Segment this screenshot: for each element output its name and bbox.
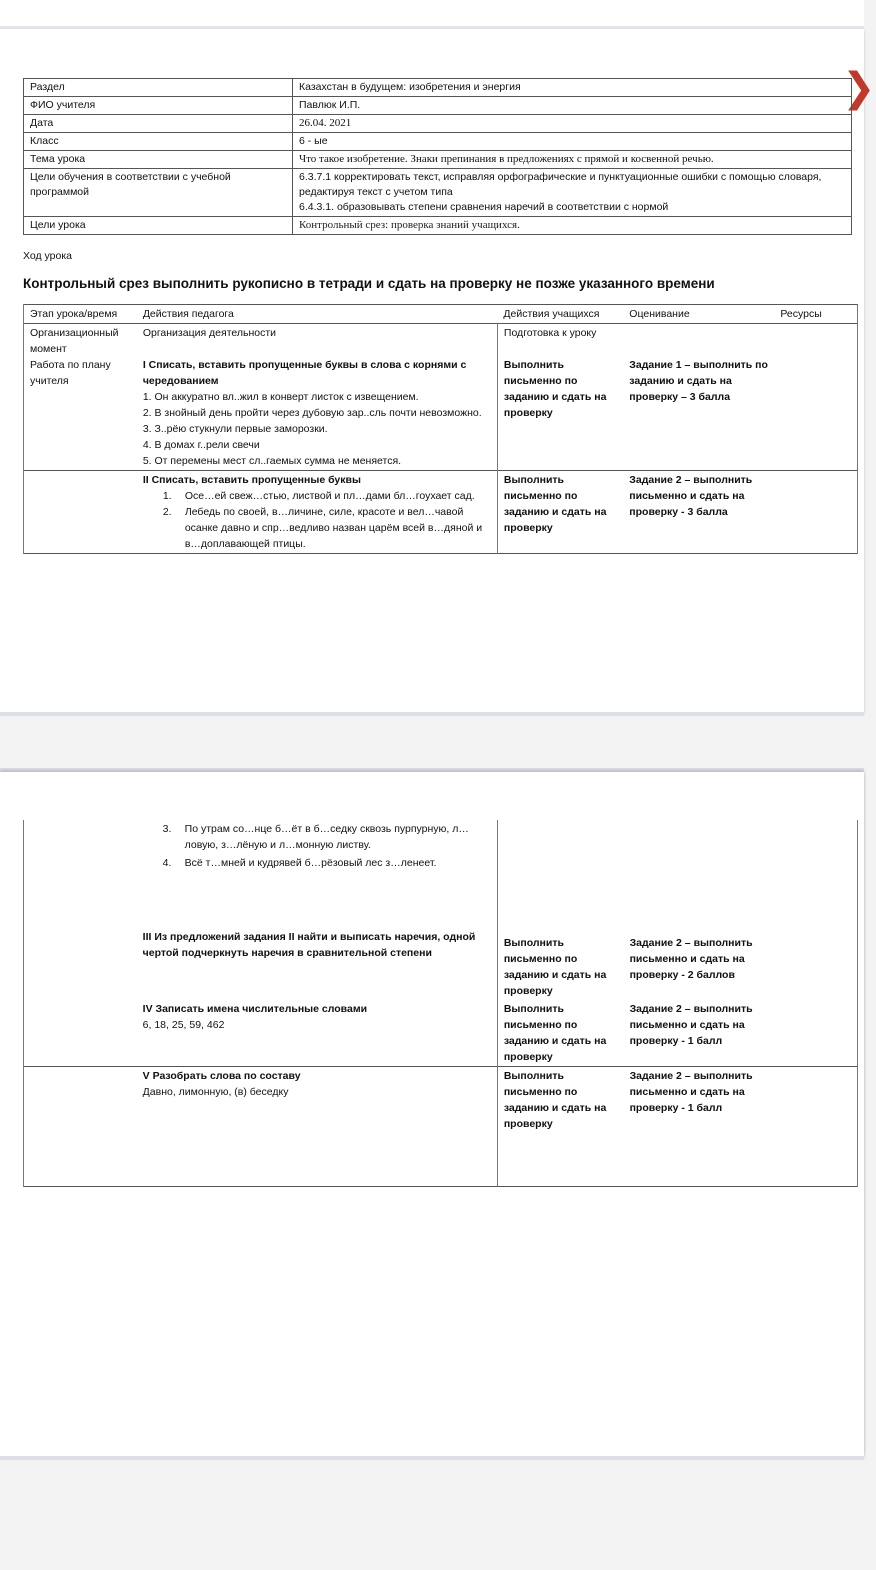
objective-line: 6.4.3.1. образовывать степени сравнения наречий в соответствии с нормой [299, 201, 669, 213]
students-text: Выполнить письменно по заданию и сдать на проверку [503, 1003, 607, 1063]
task-item: Всё т…мней и кудрявей б…рёзовый лес з…ленеет. [184, 857, 437, 869]
item-number: 1. [162, 490, 172, 502]
task-heading: III Из предложений задания II найти и выписать наречия, одной чертой подчеркнуть наречия в сравнительной степени [142, 931, 476, 959]
teacher-cell [137, 324, 498, 471]
assessment-text: Задание 1 – выполнить по заданию и сдать на проверку – 3 балла [629, 359, 768, 403]
column-header: Действия учащихся [503, 308, 600, 320]
stage-text: Организационный момент [30, 327, 119, 355]
info-label: Класс [24, 133, 293, 151]
resources-cell [774, 820, 857, 1000]
lesson-table-continued [23, 820, 858, 1187]
task-item: Лебедь по своей, в…личине, силе, красоте и вел…чавой осанке давно и спр…ведливо назван царём всей в…дяной и в…доплавающей птицы. [184, 506, 483, 550]
lesson-info-table [23, 78, 852, 235]
assessment-cell [624, 1000, 775, 1067]
viewer-top-bar [0, 0, 864, 29]
column-header: Этап урока/время [24, 305, 137, 324]
column-header: Ресурсы [774, 305, 857, 324]
task-item: 3. З..рёю стукнули первые заморозки. [142, 423, 328, 435]
info-label: Цели урока [24, 217, 293, 235]
resources-cell [774, 1000, 857, 1067]
chevron-right-icon[interactable]: ❯ [842, 66, 876, 110]
item-number: 3. [162, 823, 172, 835]
stage-cell [24, 1000, 137, 1067]
students-cell [497, 324, 623, 471]
resources-cell [774, 471, 857, 554]
info-label: ФИО учителя [24, 97, 293, 115]
resources-cell [774, 324, 857, 471]
assessment-cell [623, 324, 774, 471]
info-label: Цели обучения в соответствии с учебной программой [24, 169, 293, 217]
stage-cell [24, 471, 137, 554]
lesson-table [23, 304, 858, 554]
info-value [293, 169, 852, 217]
stage-cell [24, 324, 137, 471]
students-cell [497, 820, 623, 1000]
info-value: 26.04. 2021 [293, 115, 852, 133]
stage-text: Работа по плану учителя [30, 359, 111, 387]
info-label: Тема урока [24, 151, 293, 169]
task-item: По утрам со…нце б…ёт в б…седку сквозь пурпурную, л…ловую, з…лёную и л…монную листву. [184, 823, 469, 851]
info-value: Павлюк И.П. [293, 97, 852, 115]
teacher-cell [137, 471, 498, 554]
objective-line: 6.3.7.1 корректировать текст, исправляя орфографические и пунктуационные ошибки с помощью словаря, редактируя текст с учетом типа [299, 171, 822, 198]
task-item: 1. Он аккуратно вл..жил в конверт листок с извещением. [142, 391, 419, 403]
column-header: Действия педагога [142, 308, 234, 320]
stage-cell [24, 1067, 137, 1187]
task-item: 4. В домах г..рели свечи [142, 439, 260, 451]
main-title: Контрольный срез выполнить рукописно в тетради и сдать на проверку не позже указанного времени [23, 276, 715, 291]
task-heading: II Списать, вставить пропущенные буквы [142, 474, 361, 486]
page-separator [0, 712, 864, 716]
assessment-cell [624, 1067, 775, 1187]
task-item: 2. В знойный день пройти через дубовую зар..сль почти невозможно. [142, 407, 482, 419]
students-cell [497, 1067, 623, 1187]
info-label: Раздел [24, 79, 293, 97]
info-value: 6 - ые [293, 133, 852, 151]
teacher-cell [137, 820, 498, 1000]
resources-cell [774, 1067, 857, 1187]
item-number: 4. [162, 857, 172, 869]
lesson-progress-label: Ход урока [23, 250, 73, 262]
assessment-text: Задание 2 – выполнить письменно и сдать на проверку - 2 баллов [629, 937, 753, 981]
info-value: Казахстан в будущем: изобретения и энергия [293, 79, 852, 97]
task-heading: V Разобрать слова по составу [142, 1070, 301, 1082]
task-text: 6, 18, 25, 59, 462 [142, 1019, 225, 1031]
task-item: Осе…ей свеж…стью, листвой и пл…дами бл…гоухает сад. [184, 490, 475, 502]
teacher-cell [137, 1067, 498, 1187]
students-text: Выполнить письменно по заданию и сдать на проверку [503, 359, 607, 419]
students-cell [497, 471, 623, 554]
info-label: Дата [24, 115, 293, 133]
page-separator [0, 1456, 864, 1460]
students-text: Выполнить письменно по заданию и сдать на проверку [503, 474, 607, 534]
task-item: 5. От перемены мест сл..гаемых сумма не меняется. [142, 455, 402, 467]
assessment-cell [623, 471, 774, 554]
column-header: Оценивание [629, 308, 690, 320]
assessment-text: Задание 2 – выполнить письменно и сдать на проверку - 3 балла [629, 474, 753, 518]
assessment-cell [624, 820, 775, 1000]
students-text: Выполнить письменно по заданию и сдать на проверку [503, 937, 607, 997]
task-heading: I Списать, вставить пропущенные буквы в слова с корнями с чередованием [142, 359, 467, 387]
students-text: Подготовка к уроку [503, 327, 597, 339]
teacher-cell [137, 1000, 498, 1067]
assessment-text: Задание 2 – выполнить письменно и сдать на проверку - 1 балл [629, 1070, 753, 1114]
teacher-text: Организация деятельности [142, 327, 277, 339]
task-heading: IV Записать имена числительные словами [142, 1003, 368, 1015]
info-value: Что такое изобретение. Знаки препинания в предложениях с прямой и косвенной речью. [293, 151, 852, 169]
item-number: 2. [162, 506, 172, 518]
students-cell [497, 1000, 623, 1067]
assessment-text: Задание 2 – выполнить письменно и сдать на проверку - 1 балл [629, 1003, 753, 1047]
students-text: Выполнить письменно по заданию и сдать на проверку [503, 1070, 607, 1130]
stage-cell [24, 820, 137, 1000]
info-value: Контрольный срез: проверка знаний учащихся. [293, 217, 852, 235]
task-text: Давно, лимонную, (в) беседку [142, 1086, 289, 1098]
